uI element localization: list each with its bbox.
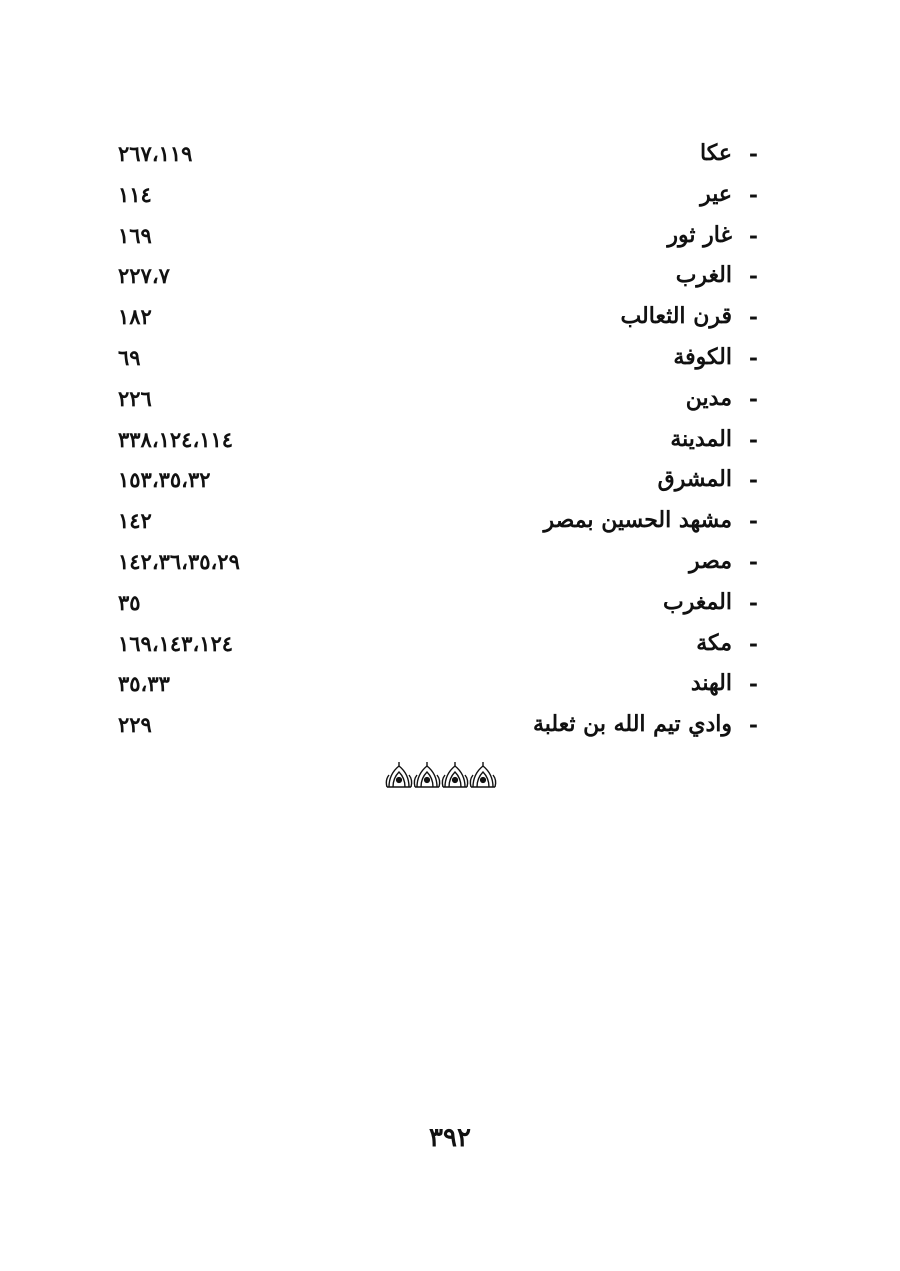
- page-references: ٢٢٧،٧: [118, 263, 170, 289]
- index-entry: [118, 175, 758, 216]
- place-name: الكوفة: [673, 343, 732, 370]
- entry-dash: -: [748, 671, 758, 698]
- page-references: ١٤٢،٣٦،٣٥،٢٩: [118, 548, 240, 574]
- place-index-list: [118, 134, 758, 746]
- place-name: قرن الثعالب: [620, 303, 732, 330]
- page-number: ٣٩٢: [429, 1123, 471, 1153]
- floral-ornament-icon: [385, 760, 499, 790]
- entry-dash: -: [748, 589, 758, 616]
- index-entry: [118, 379, 758, 420]
- page-references: ١٦٩: [118, 222, 152, 248]
- page-references: ١٨٢: [118, 304, 152, 330]
- index-entry: [118, 297, 758, 338]
- entry-dash: -: [748, 630, 758, 657]
- index-entry: [118, 501, 758, 542]
- page-references: ٣٥: [118, 589, 141, 615]
- place-name: الهند: [690, 670, 732, 697]
- index-entry: [118, 216, 758, 257]
- place-name: عكا: [700, 140, 732, 166]
- place-name: غار ثور: [667, 221, 732, 248]
- index-entry: [118, 338, 758, 379]
- index-entry: [118, 583, 758, 624]
- place-name: مصر: [688, 547, 732, 574]
- entry-dash: -: [748, 304, 758, 331]
- entry-dash: -: [748, 222, 758, 249]
- page-references: ٣٣٨،١٢٤،١١٤: [118, 426, 234, 452]
- page-references: ١١٤: [118, 181, 152, 207]
- place-name: مكة: [696, 629, 732, 656]
- place-name: المغرب: [663, 588, 732, 615]
- index-entry: [118, 420, 758, 461]
- place-name: الغرب: [675, 262, 732, 289]
- place-name: المدينة: [670, 425, 732, 452]
- entry-dash: -: [748, 141, 758, 167]
- index-entry: [118, 664, 758, 705]
- entry-dash: -: [748, 344, 758, 371]
- index-entry: [118, 256, 758, 297]
- index-entry: [118, 460, 758, 501]
- place-name: المشرق: [657, 466, 732, 493]
- page-references: ١٦٩،١٤٣،١٢٤: [118, 630, 234, 656]
- index-entry: [118, 542, 758, 583]
- entry-dash: -: [748, 426, 758, 453]
- place-name: مدين: [685, 384, 732, 411]
- entry-dash: -: [748, 263, 758, 290]
- entry-dash: -: [748, 548, 758, 575]
- entry-dash: -: [748, 385, 758, 412]
- page-references: ١٥٣،٣٥،٣٢: [118, 467, 211, 493]
- page-references: ٢٢٦: [118, 385, 152, 411]
- page-references: ١٤٢: [118, 508, 152, 534]
- index-entry: [118, 705, 758, 746]
- place-name: وادي تيم الله بن ثعلبة: [532, 711, 732, 738]
- page-references: ٣٥،٣٣: [118, 671, 170, 697]
- entry-dash: -: [748, 508, 758, 535]
- place-name: مشهد الحسين بمصر: [543, 507, 732, 534]
- page-references: ٢٢٩: [118, 712, 152, 738]
- page-references: ٢٦٧،١١٩: [118, 141, 193, 166]
- entry-dash: -: [748, 712, 758, 739]
- place-name: عير: [700, 180, 732, 207]
- index-entry: [118, 134, 758, 175]
- entry-dash: -: [748, 181, 758, 208]
- entry-dash: -: [748, 467, 758, 494]
- page-references: ٦٩: [118, 344, 141, 370]
- index-entry: [118, 624, 758, 665]
